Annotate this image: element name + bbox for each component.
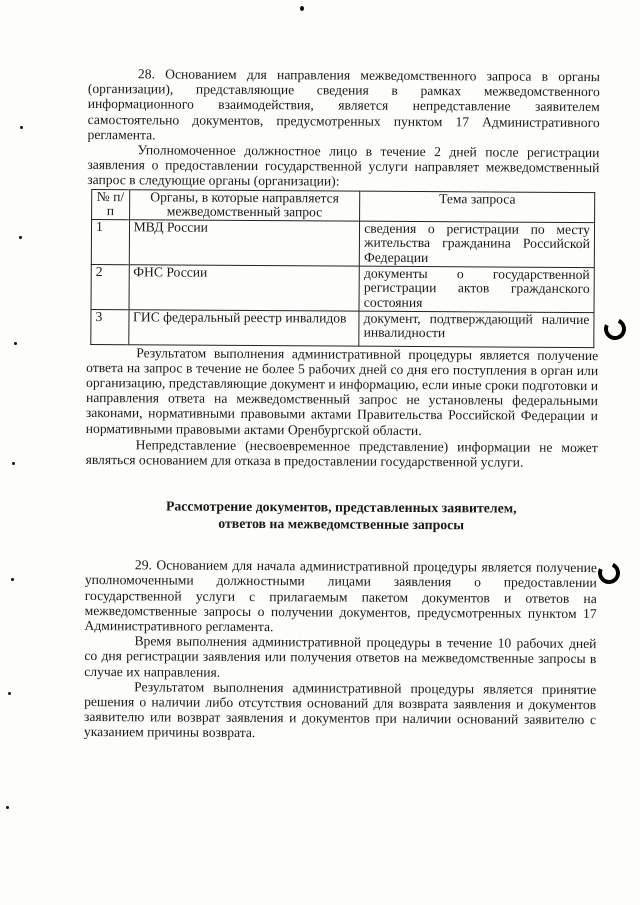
- section-heading: [85, 497, 597, 534]
- row-num: 3: [91, 309, 129, 344]
- scan-speck: [20, 126, 23, 129]
- heading-line-2: ответов на межведомственные запросы: [218, 516, 465, 533]
- scan-speck: [300, 6, 304, 11]
- paragraph-28: 28. Основанием для направления межведомственного запроса в органы (организации), представляющие сведения в рамках межведомственного информационного взаимодействия, является непредставление заявителем самостоятельно документов, предусмотренных пунктом 17 Административного регламента.: [87, 66, 600, 143]
- table-header-row: [92, 189, 595, 222]
- header-num: № п/п: [92, 189, 130, 219]
- punch-hole-mark: [595, 559, 623, 587]
- table-row: [91, 264, 594, 312]
- heading-line-1: Рассмотрение документов, представленных заявителем,: [165, 498, 517, 516]
- paragraph-28-request: Уполномоченное должностное лицо в течение 2 дней после регистрации заявления о предоставлении государственной услуги направляет межведомственный запрос в следующие органы (организации):: [87, 142, 600, 189]
- scan-speck: [14, 342, 17, 345]
- scan-speck: [6, 806, 9, 809]
- row-org: ФНС России: [129, 265, 360, 311]
- row-org: ГИС федеральный реестр инвалидов: [128, 309, 359, 345]
- paragraph-result-2: Результатом выполнения административной процедуры является принятие решения о наличии либо отсутствия оснований для возврата заявления и документов заявителю или возврат заявления и документов при наличии оснований заявителю с указанием причины возврата.: [83, 679, 597, 741]
- request-table: [90, 189, 595, 348]
- scan-speck: [12, 462, 15, 465]
- scan-speck: [11, 578, 14, 581]
- paragraph-29: 29. Основанием для начала административной процедуры является получение уполномоченными должностными лицами заявления о предоставлении государственной услуги с прилагаемым пакетом документов и ответов на межведомственные запросы о получении документов, предусмотренных пунктом 17 Административного регламента.: [84, 557, 597, 635]
- row-org: МВД России: [129, 220, 360, 266]
- scan-speck: [8, 692, 11, 695]
- punch-hole-mark: [601, 315, 629, 343]
- header-topic: Тема запроса: [360, 191, 595, 223]
- row-topic: документ, подтверждающий наличие инвалидности: [359, 311, 594, 347]
- paragraph-time: Время выполнения административной процедуры в течение 10 рабочих дней со дня регистрации заявления или получения ответов на межведомственные запросы в случае их направления.: [84, 633, 597, 680]
- row-topic: сведения о регистрации по месту жительства гражданина Российской Федерации: [360, 221, 595, 267]
- paragraph-nonprovision: Непредставление (несвоевременное представление) информации не может являться основанием для отказа в предоставлении государственной услуги.: [85, 437, 598, 470]
- table-row: [91, 219, 594, 267]
- header-org: Органы, в которые направляется межведомственный запрос: [129, 189, 360, 221]
- scan-speck: [19, 236, 22, 239]
- paragraph-result-1: Результатом выполнения административной процедуры является получение ответа на запрос в течение не более 5 рабочих дней со дня его поступления в орган или организацию, представляющие документ и информацию, если иные сроки подготовки и направления ответа на межведомственный запрос не установлены федеральными законами, нормативными правовыми актами Правительства Российской Федерации и нормативными правовыми актами Оренбургской области.: [85, 344, 599, 438]
- row-topic: документы о государственной регистрации актов гражданского состояния: [359, 266, 594, 312]
- row-num: 2: [91, 264, 129, 309]
- table-row: [91, 309, 594, 347]
- row-num: 1: [91, 219, 129, 264]
- document-body: [84, 66, 600, 743]
